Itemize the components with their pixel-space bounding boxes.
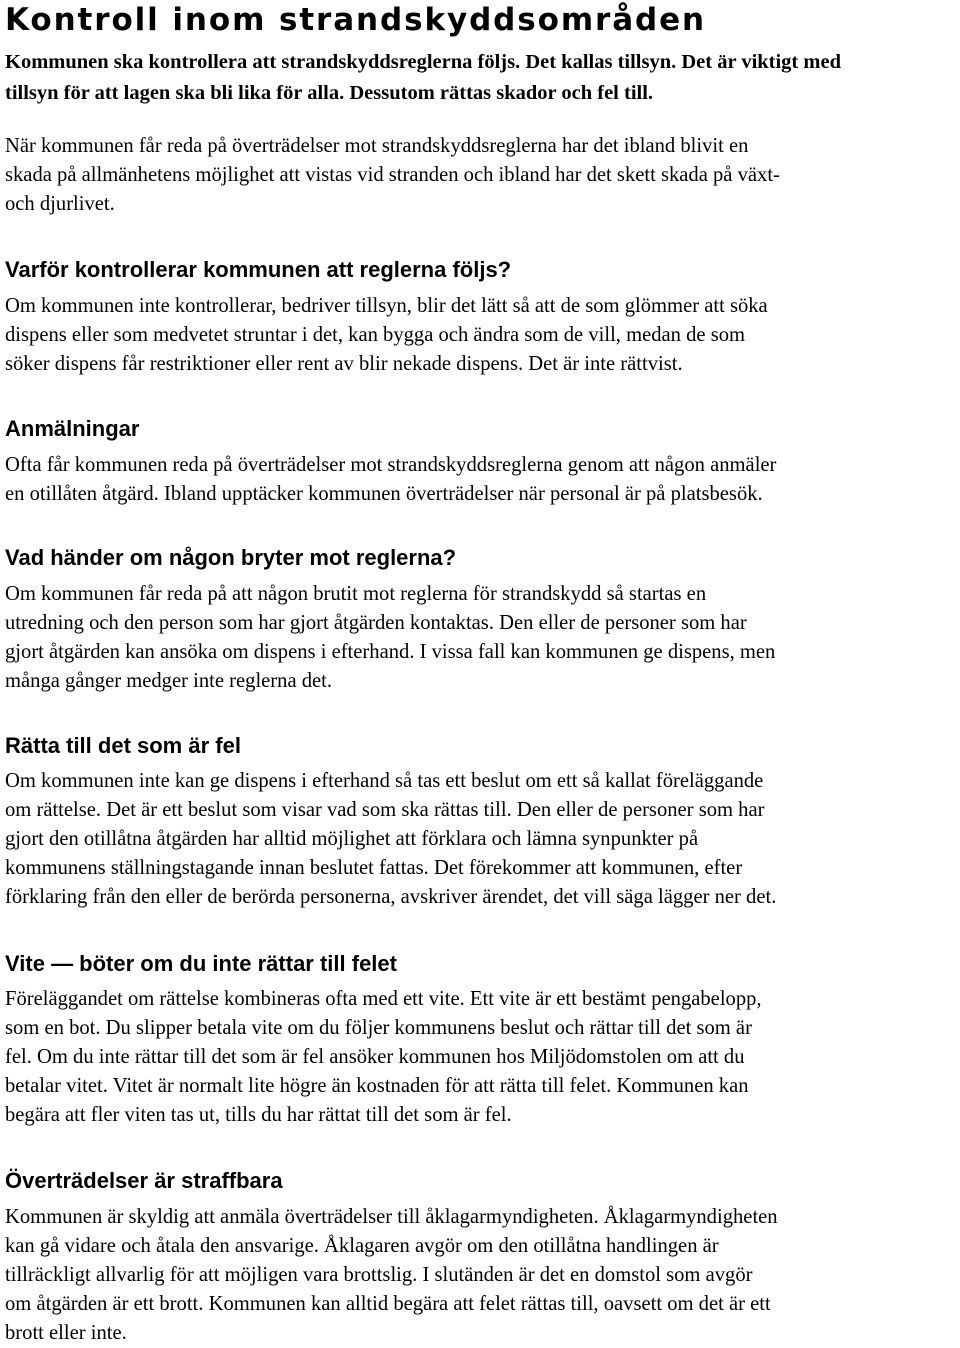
paragraph-line: en otillåten åtgärd. Ibland upptäcker kommunen överträdelser när personal är på platsbesök.: [5, 483, 763, 505]
paragraph-line: begära att fler viten tas ut, tills du har rättat till det som är fel.: [5, 1104, 512, 1126]
paragraph-line: utredning och den person som har gjort åtgärden kontaktas. Den eller de personer som har: [5, 612, 747, 634]
page-title: Kontroll inom strandskyddsområden: [5, 2, 707, 38]
lead-line: Kommunen ska kontrollera att strandskyddsreglerna följs. Det kallas tillsyn. Det är viktigt med: [5, 51, 841, 73]
section-heading-violation: Vad händer om någon bryter mot reglerna?: [5, 545, 457, 570]
paragraph-line: Om kommunen inte kontrollerar, bedriver tillsyn, blir det lätt så att de som glömmer att söka: [5, 295, 768, 317]
paragraph-line: brott eller inte.: [5, 1322, 127, 1344]
paragraph-line: gjort åtgärden kan ansöka om dispens i efterhand. I vissa fall kan kommunen ge dispens, men: [5, 641, 776, 663]
section-heading-correction: Rätta till det som är fel: [5, 733, 241, 758]
paragraph-line: Ofta får kommunen reda på överträdelser mot strandskyddsreglerna genom att någon anmäler: [5, 454, 777, 476]
paragraph-line: som en bot. Du slipper betala vite om du följer kommunens beslut och rättar till det som är: [5, 1017, 752, 1039]
lead-line: tillsyn för att lagen ska bli lika för alla. Dessutom rättas skador och fel till.: [5, 82, 654, 104]
section-heading-reports: Anmälningar: [5, 416, 140, 441]
section-paragraph-violation: [5, 580, 960, 696]
intro-paragraph: [5, 132, 960, 219]
paragraph-line: förklaring från den eller de berörda personerna, avskriver ärendet, det vill säga lägger ner det.: [5, 886, 777, 908]
paragraph-line: tillräckligt allvarlig för att möjligen vara brottslig. I slutänden är det en domstol som avgör: [5, 1264, 753, 1286]
section-paragraph-reports: [5, 451, 960, 509]
paragraph-line: om åtgärden är ett brott. Kommunen kan alltid begära att felet rättas till, oavsett om det är ett: [5, 1293, 771, 1315]
paragraph-line: Föreläggandet om rättelse kombineras ofta med ett vite. Ett vite är ett bestämt pengabelopp,: [5, 988, 762, 1010]
section-heading-fine: Vite — böter om du inte rättar till felet: [5, 951, 397, 976]
section-paragraph-punishable: [5, 1203, 960, 1348]
section-paragraph-why-control: [5, 292, 960, 379]
paragraph-line: betalar vitet. Vitet är normalt lite högre än kostnaden för att rätta till felet. Kommunen kan: [5, 1075, 749, 1097]
paragraph-line: skada på allmänhetens möjlighet att vistas vid stranden och ibland har det skett skada på växt-: [5, 164, 780, 186]
paragraph-line: kommunens ställningstagande innan beslutet fattas. Det förekommer att kommunen, efter: [5, 857, 743, 879]
section-heading-why-control: Varför kontrollerar kommunen att reglerna följs?: [5, 257, 512, 282]
paragraph-line: gjort den otillåtna åtgärden har alltid möjlighet att förklara och lämna synpunkter på: [5, 828, 699, 850]
paragraph-line: kan gå vidare och åtala den ansvarige. Åklagaren avgör om den otillåtna handlingen är: [5, 1235, 719, 1257]
section-paragraph-fine: [5, 985, 960, 1130]
paragraph-line: Om kommunen inte kan ge dispens i efterhand så tas ett beslut om ett så kallat föreläggande: [5, 770, 764, 792]
paragraph-line: om rättelse. Det är ett beslut som visar vad som ska rättas till. Den eller de personer som har: [5, 799, 765, 821]
section-heading-punishable: Överträdelser är straffbara: [5, 1168, 283, 1193]
section-paragraph-correction: [5, 767, 960, 912]
paragraph-line: söker dispens får restriktioner eller rent av blir nekade dispens. Det är inte rättvist.: [5, 353, 683, 375]
paragraph-line: Om kommunen får reda på att någon brutit mot reglerna för strandskydd så startas en: [5, 583, 707, 605]
paragraph-line: många gånger medger inte reglerna det.: [5, 670, 333, 692]
lead-paragraph: [5, 47, 960, 109]
paragraph-line: När kommunen får reda på överträdelser mot strandskyddsreglerna har det ibland blivit en: [5, 135, 749, 157]
paragraph-line: fel. Om du inte rättar till det som är fel ansöker kommunen hos Miljödomstolen om att du: [5, 1046, 745, 1068]
paragraph-line: och djurlivet.: [5, 193, 115, 215]
paragraph-line: dispens eller som medvetet struntar i det, kan bygga och ändra som de vill, medan de som: [5, 324, 746, 346]
paragraph-line: Kommunen är skyldig att anmäla överträdelser till åklagarmyndigheten. Åklagarmyndigheten: [5, 1206, 778, 1228]
